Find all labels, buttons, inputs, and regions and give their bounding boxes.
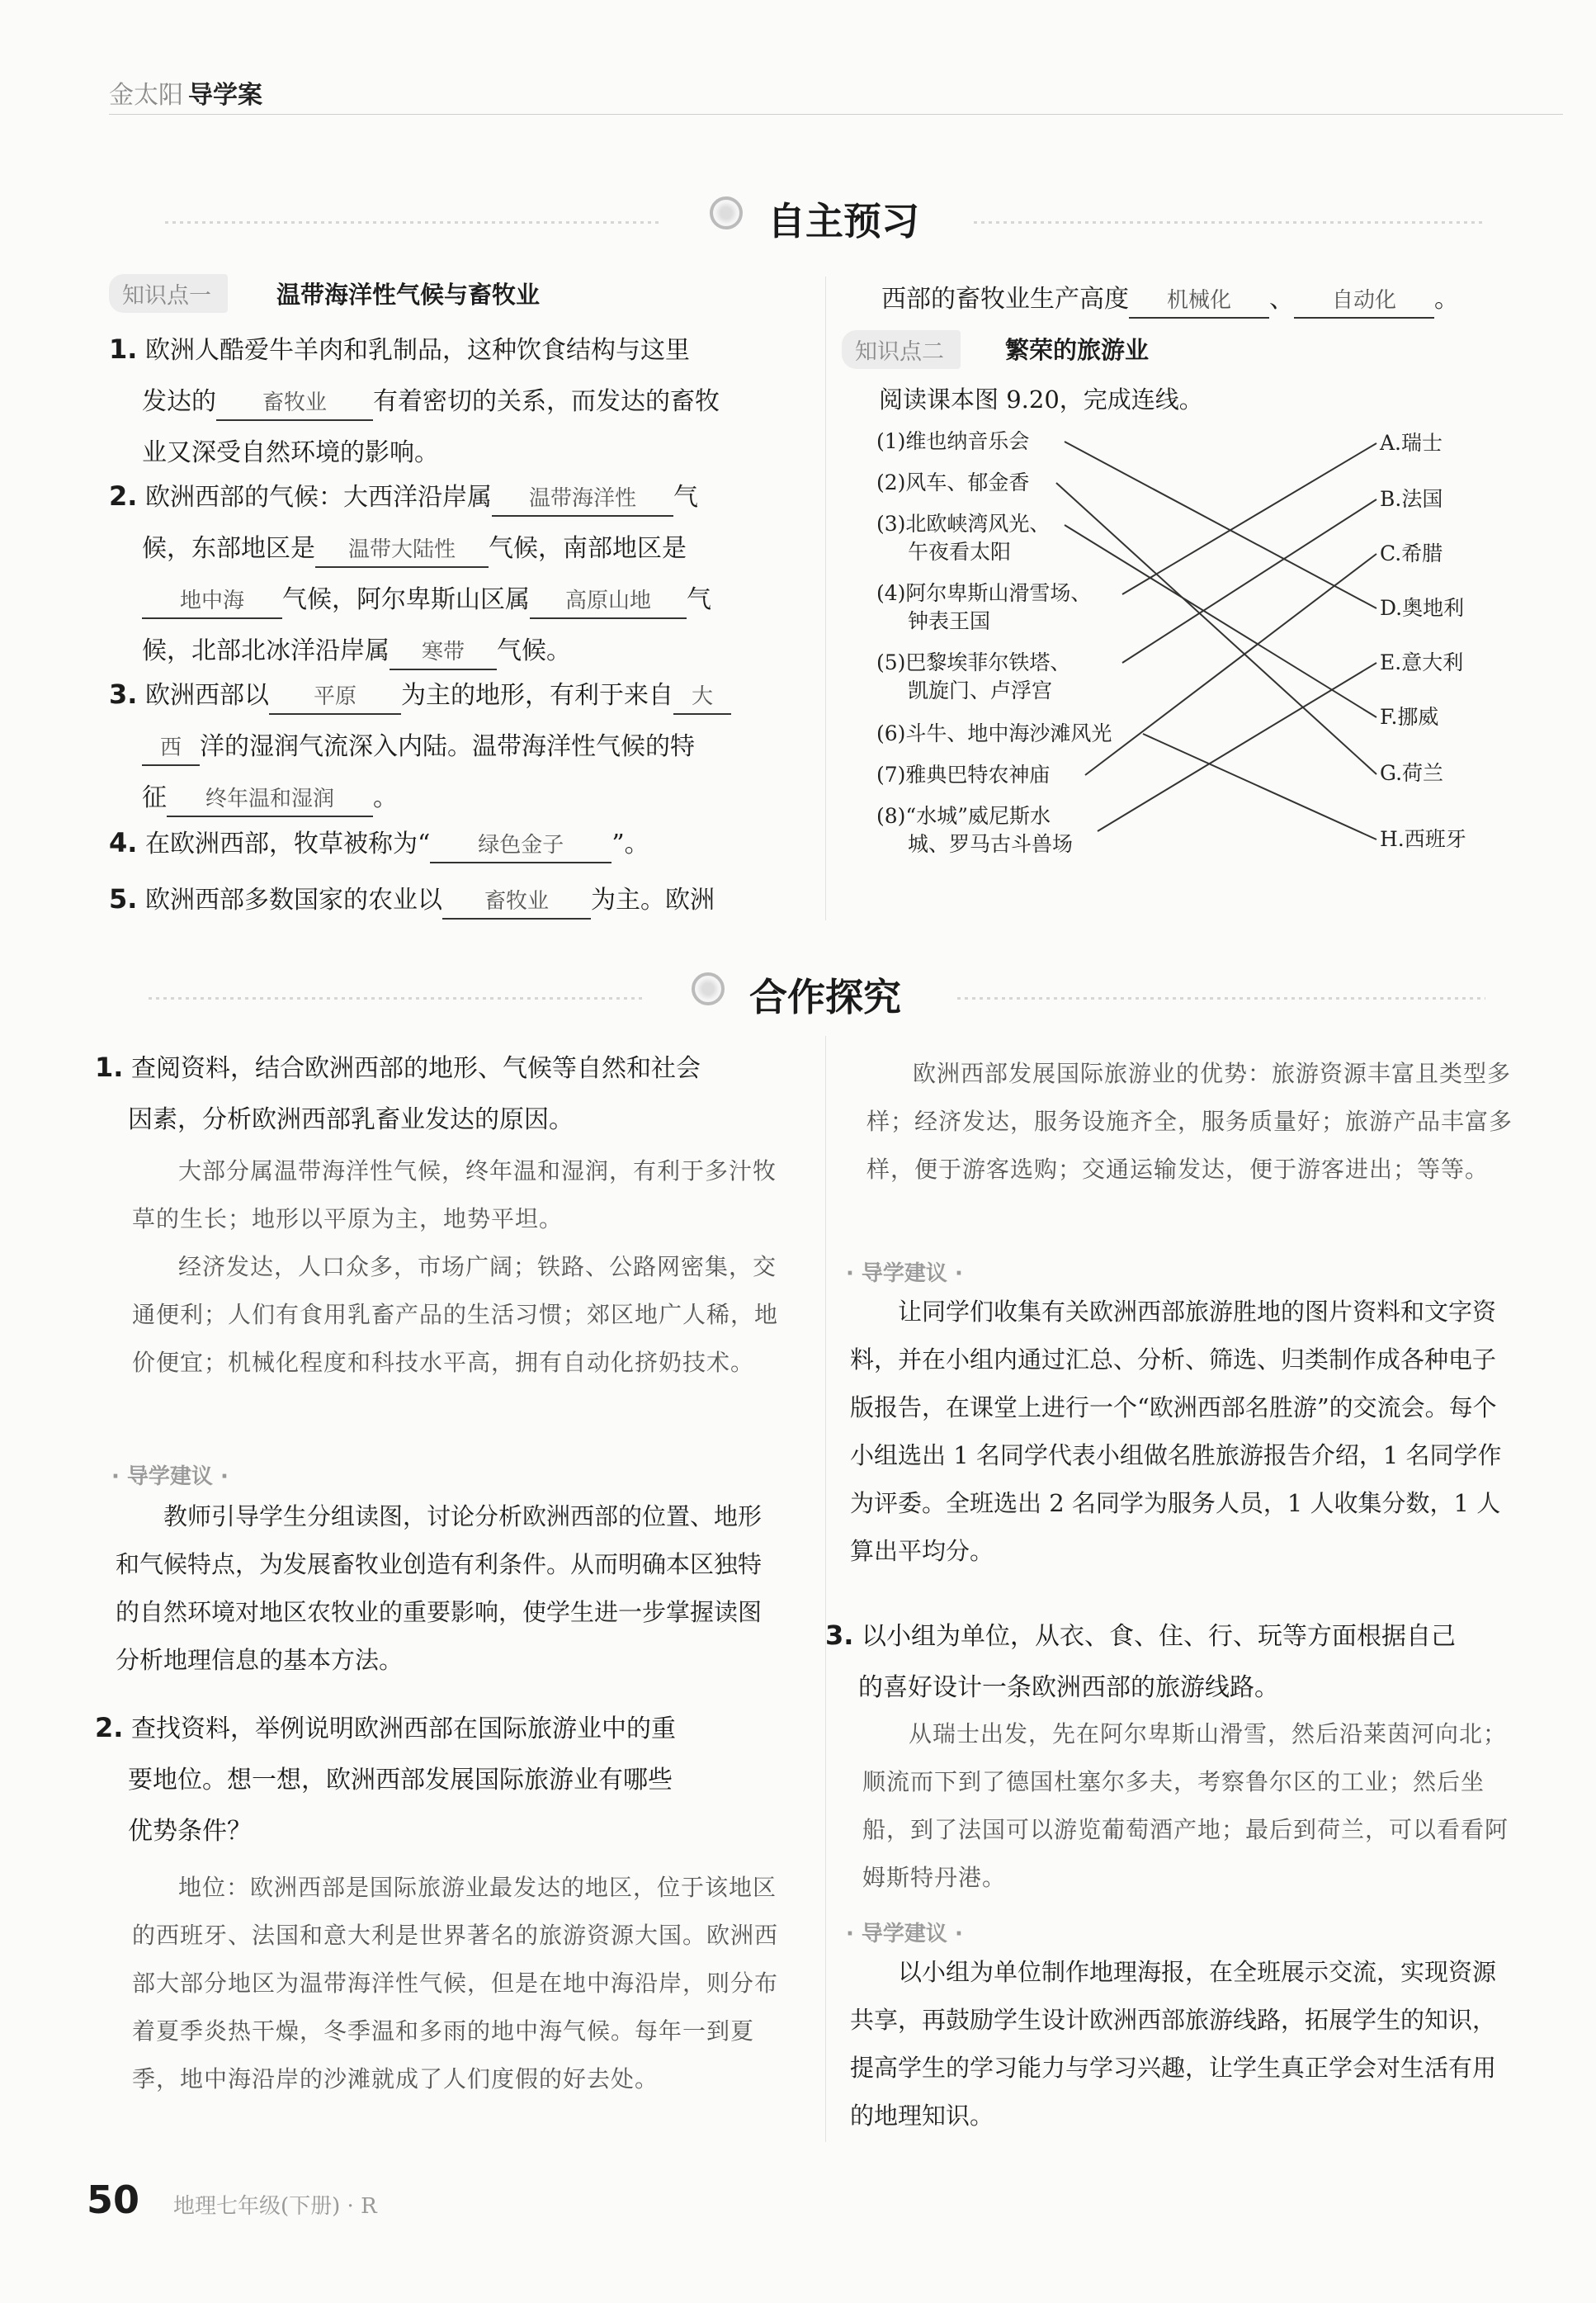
question-text: 、 <box>1269 285 1294 314</box>
question-explore-1 <box>95 1042 805 1146</box>
match-right-d: D.奥地利 <box>1380 596 1465 620</box>
match-left-4b: 钟表王国 <box>908 609 991 633</box>
answer-blank: 地中海 <box>142 584 282 619</box>
question-number: 2. <box>109 480 138 512</box>
match-left-4: (4)阿尔卑斯山滑雪场、 <box>876 581 1092 605</box>
answer-paragraph: 经济发达，人口众多，市场广阔；铁路、公路网密集，交通便利；人们有食用乳畜产品的生活习惯；郊区地广人稀，地价便宜；机械化程度和科技水平高，拥有自动化挤奶技术。 <box>132 1253 779 1376</box>
question-explore-2 <box>95 1702 805 1857</box>
section-icon-2 <box>692 972 725 1005</box>
guide-paragraph: 以小组为单位制作地理海报，在全班展示交流，实现资源共享，再鼓励学生设计欧洲西部旅游线路，拓展学生的知识，提高学生的学习能力与学习兴趣，让学生真正学会对生活有用的地理知识。 <box>850 1958 1497 2130</box>
section-decoration-right-2 <box>957 997 1485 1000</box>
match-right-b: B.法国 <box>1380 487 1443 511</box>
knowledge-tag-1: 知识点一 <box>109 274 228 313</box>
column-divider-2 <box>825 1036 826 2142</box>
answer-blank: 绿色金子 <box>430 829 611 863</box>
guide-text-2 <box>850 1288 1518 1575</box>
question-text: 气候，南部地区是 <box>489 534 687 563</box>
question-text: ”。 <box>611 830 649 858</box>
question-text: 欧洲人酷爱牛羊肉和乳制品，这种饮食结构与这里 <box>144 336 690 365</box>
knowledge-tag-2: 知识点二 <box>842 330 961 369</box>
question-text: 欧洲西部以 <box>144 681 269 710</box>
guide-label-2: · 导学建议 · <box>846 1261 963 1286</box>
match-line-2-g <box>1056 483 1376 774</box>
answer-blank: 机械化 <box>1129 284 1269 319</box>
match-left-8: (8)“水城”威尼斯水 <box>876 804 1051 828</box>
match-left-3: (3)北欧峡湾风光、 <box>876 512 1051 536</box>
question-text: 查阅资料，结合欧洲西部的地形、气候等自然和社会 <box>130 1054 701 1083</box>
question-text: 欧洲西部多数国家的农业以 <box>144 886 442 915</box>
knowledge-title-2: 繁荣的旅游业 <box>1005 336 1150 364</box>
match-line-3-f <box>1065 525 1376 717</box>
question-number: 1. <box>95 1052 124 1083</box>
guide-text-1 <box>116 1492 784 1684</box>
match-left-7: (7)雅典巴特农神庙 <box>876 763 1051 787</box>
question-text: 候，北部北冰洋沿岸属 <box>142 636 390 665</box>
section-title-explore: 合作探究 <box>749 975 901 1019</box>
match-line-4-a <box>1122 443 1376 594</box>
question-text: 业又深受自然环境的影响。 <box>142 438 439 467</box>
question-text: 以小组为单位，从衣、食、住、行、玩等方面根据自己 <box>861 1622 1456 1651</box>
match-right-h: H.西班牙 <box>1380 827 1466 851</box>
match-right-e: E.意大利 <box>1380 650 1464 674</box>
question-text: 发达的 <box>142 387 216 416</box>
answer-explore-1 <box>132 1147 784 1387</box>
question-text: 。 <box>373 783 398 812</box>
question-text: 征 <box>142 783 167 812</box>
answer-blank: 畜牧业 <box>442 885 591 920</box>
match-right-f: F.挪威 <box>1380 705 1439 729</box>
match-left-6: (6)斗牛、地中海沙滩风光 <box>876 721 1112 745</box>
footer-course: 地理七年级(下册) · R <box>173 2194 377 2219</box>
answer-blank: 寒带 <box>390 636 497 670</box>
match-left-5b: 凯旋门、卢浮宫 <box>908 679 1053 702</box>
match-right-a: A.瑞士 <box>1380 431 1443 455</box>
answer-explore-3 <box>862 1710 1514 1902</box>
answer-blank: 畜牧业 <box>216 386 373 421</box>
question-explore-3 <box>825 1610 1543 1714</box>
question-text: 的喜好设计一条欧洲西部的旅游线路。 <box>858 1673 1279 1702</box>
question-number: 3. <box>825 1620 854 1651</box>
answer-blank: 西 <box>142 731 200 766</box>
question-text: 欧洲西部的气候：大西洋沿岸属 <box>144 483 492 512</box>
question-text: 气候，阿尔卑斯山区属 <box>282 585 530 614</box>
question-text: 气 <box>687 585 711 614</box>
question-text: 因素，分析欧洲西部乳畜业发达的原因。 <box>128 1105 574 1134</box>
question-number: 2. <box>95 1712 124 1743</box>
answer-paragraph: 欧洲西部发展国际旅游业的优势：旅游资源丰富且类型多样；经济发达，服务设施齐全，服务质量好；旅游产品丰富多样，便于游客选购；交通运输发达，便于游客进出；等等。 <box>866 1060 1513 1183</box>
answer-blank: 温带大陆性 <box>315 533 489 568</box>
answer-explore-2-continued <box>866 1050 1518 1194</box>
answer-explore-2 <box>132 1864 784 2103</box>
question-text: 洋的湿润气流深入内陆。温带海洋性气候的特 <box>200 732 695 761</box>
match-right-g: G.荷兰 <box>1380 761 1444 785</box>
brand-series: 金太阳 <box>109 81 183 110</box>
question-number: 4. <box>109 827 138 858</box>
question-text: 在欧洲西部，牧草被称为“ <box>144 830 431 858</box>
question-text: 要地位。想一想，欧洲西部发展国际旅游业有哪些 <box>128 1766 673 1795</box>
answer-paragraph: 从瑞士出发，先在阿尔卑斯山滑雪，然后沿莱茵河向北；顺流而下到了德国杜塞尔多夫，考察鲁尔区的工业；然后坐船，到了法国可以游览葡萄酒产地；最后到荷兰，可以看看阿姆斯特丹港。 <box>862 1720 1509 1891</box>
section-decoration-left-2 <box>149 997 644 1000</box>
question-number: 3. <box>109 679 138 710</box>
guide-text-3 <box>850 1948 1518 2140</box>
answer-paragraph: 大部分属温带海洋性气候，终年温和湿润，有利于多汁牧草的生长；地形以平原为主，地势平坦。 <box>132 1157 777 1232</box>
section-title-preview: 自主预习 <box>767 199 919 244</box>
answer-blank: 终年温和湿润 <box>167 783 373 817</box>
question-text: 。 <box>1434 285 1459 314</box>
question-text: 气 <box>673 483 698 512</box>
match-left-2: (2)风车、郁金香 <box>876 471 1030 494</box>
match-left-8b: 城、罗马古斗兽场 <box>908 832 1074 856</box>
knowledge-title-1: 温带海洋性气候与畜牧业 <box>276 281 541 309</box>
brand-title: 导学案 <box>188 81 262 110</box>
page-number: 50 <box>87 2178 140 2222</box>
answer-blank: 高原山地 <box>530 584 687 619</box>
question-number: 5. <box>109 883 138 915</box>
question-text: 候，东部地区是 <box>142 534 315 563</box>
answer-paragraph: 地位：欧洲西部是国际旅游业最发达的地区，位于该地区的西班牙、法国和意大利是世界著名的旅游资源大国。欧洲西部大部分地区为温带海洋性气候，但是在地中海沿岸，则分布着夏季炎热干燥，冬季温和多雨的地中海气候。每年一到夏季，地中海沿岸的沙滩就成了人们度假的好去处。 <box>132 1874 779 2093</box>
question-text: 西部的畜牧业生产高度 <box>881 285 1129 314</box>
question-text: 优势条件？ <box>128 1817 252 1846</box>
match-line-6-h <box>1143 734 1376 839</box>
question-text: 为主的地形，有利于来自 <box>400 681 673 710</box>
guide-label-1: · 导学建议 · <box>111 1464 229 1489</box>
question-text: 查找资料，举例说明欧洲西部在国际旅游业中的重 <box>130 1714 676 1743</box>
match-line-7-c <box>1085 554 1376 775</box>
guide-label-3: · 导学建议 · <box>846 1922 963 1946</box>
match-left-5: (5)巴黎埃菲尔铁塔、 <box>876 650 1071 674</box>
match-right-c: C.希腊 <box>1380 541 1443 565</box>
match-line-1-d <box>1065 442 1376 608</box>
answer-blank: 平原 <box>269 680 401 715</box>
answer-blank: 自动化 <box>1294 284 1434 319</box>
answer-blank: 大 <box>673 680 731 715</box>
question-text: 为主。欧洲 <box>590 886 715 915</box>
match-line-8-e <box>1098 663 1376 831</box>
question-number: 1. <box>109 333 138 365</box>
match-left-3b: 午夜看太阳 <box>908 540 1012 564</box>
match-left-1: (1)维也纳音乐会 <box>876 429 1030 453</box>
answer-blank: 温带海洋性 <box>492 482 673 517</box>
matching-instruction: 阅读课本图 9.20，完成连线。 <box>879 385 1203 414</box>
guide-paragraph: 让同学们收集有关欧洲西部旅游胜地的图片资料和文字资料，并在小组内通过汇总、分析、筛选、归类制作成各种电子版报告，在课堂上进行一个“欧洲西部名胜游”的交流会。每个小组选出 1 名同学代表小组做名胜旅游报告介绍，1 名同学作为评委。全班选出 2 名同学为服务人员，1 人收集分数，1 人算出平均分。 <box>850 1298 1502 1565</box>
question-text: 有着密切的关系，而发达的畜牧 <box>373 387 720 416</box>
question-text: 气候。 <box>497 636 571 665</box>
guide-paragraph: 教师引导学生分组读图，讨论分析欧洲西部的位置、地形和气候特点，为发展畜牧业创造有利条件。从而明确本区独特的自然环境对地区农牧业的重要影响，使学生进一步掌握读图分析地理信息的基本方法。 <box>116 1502 763 1674</box>
